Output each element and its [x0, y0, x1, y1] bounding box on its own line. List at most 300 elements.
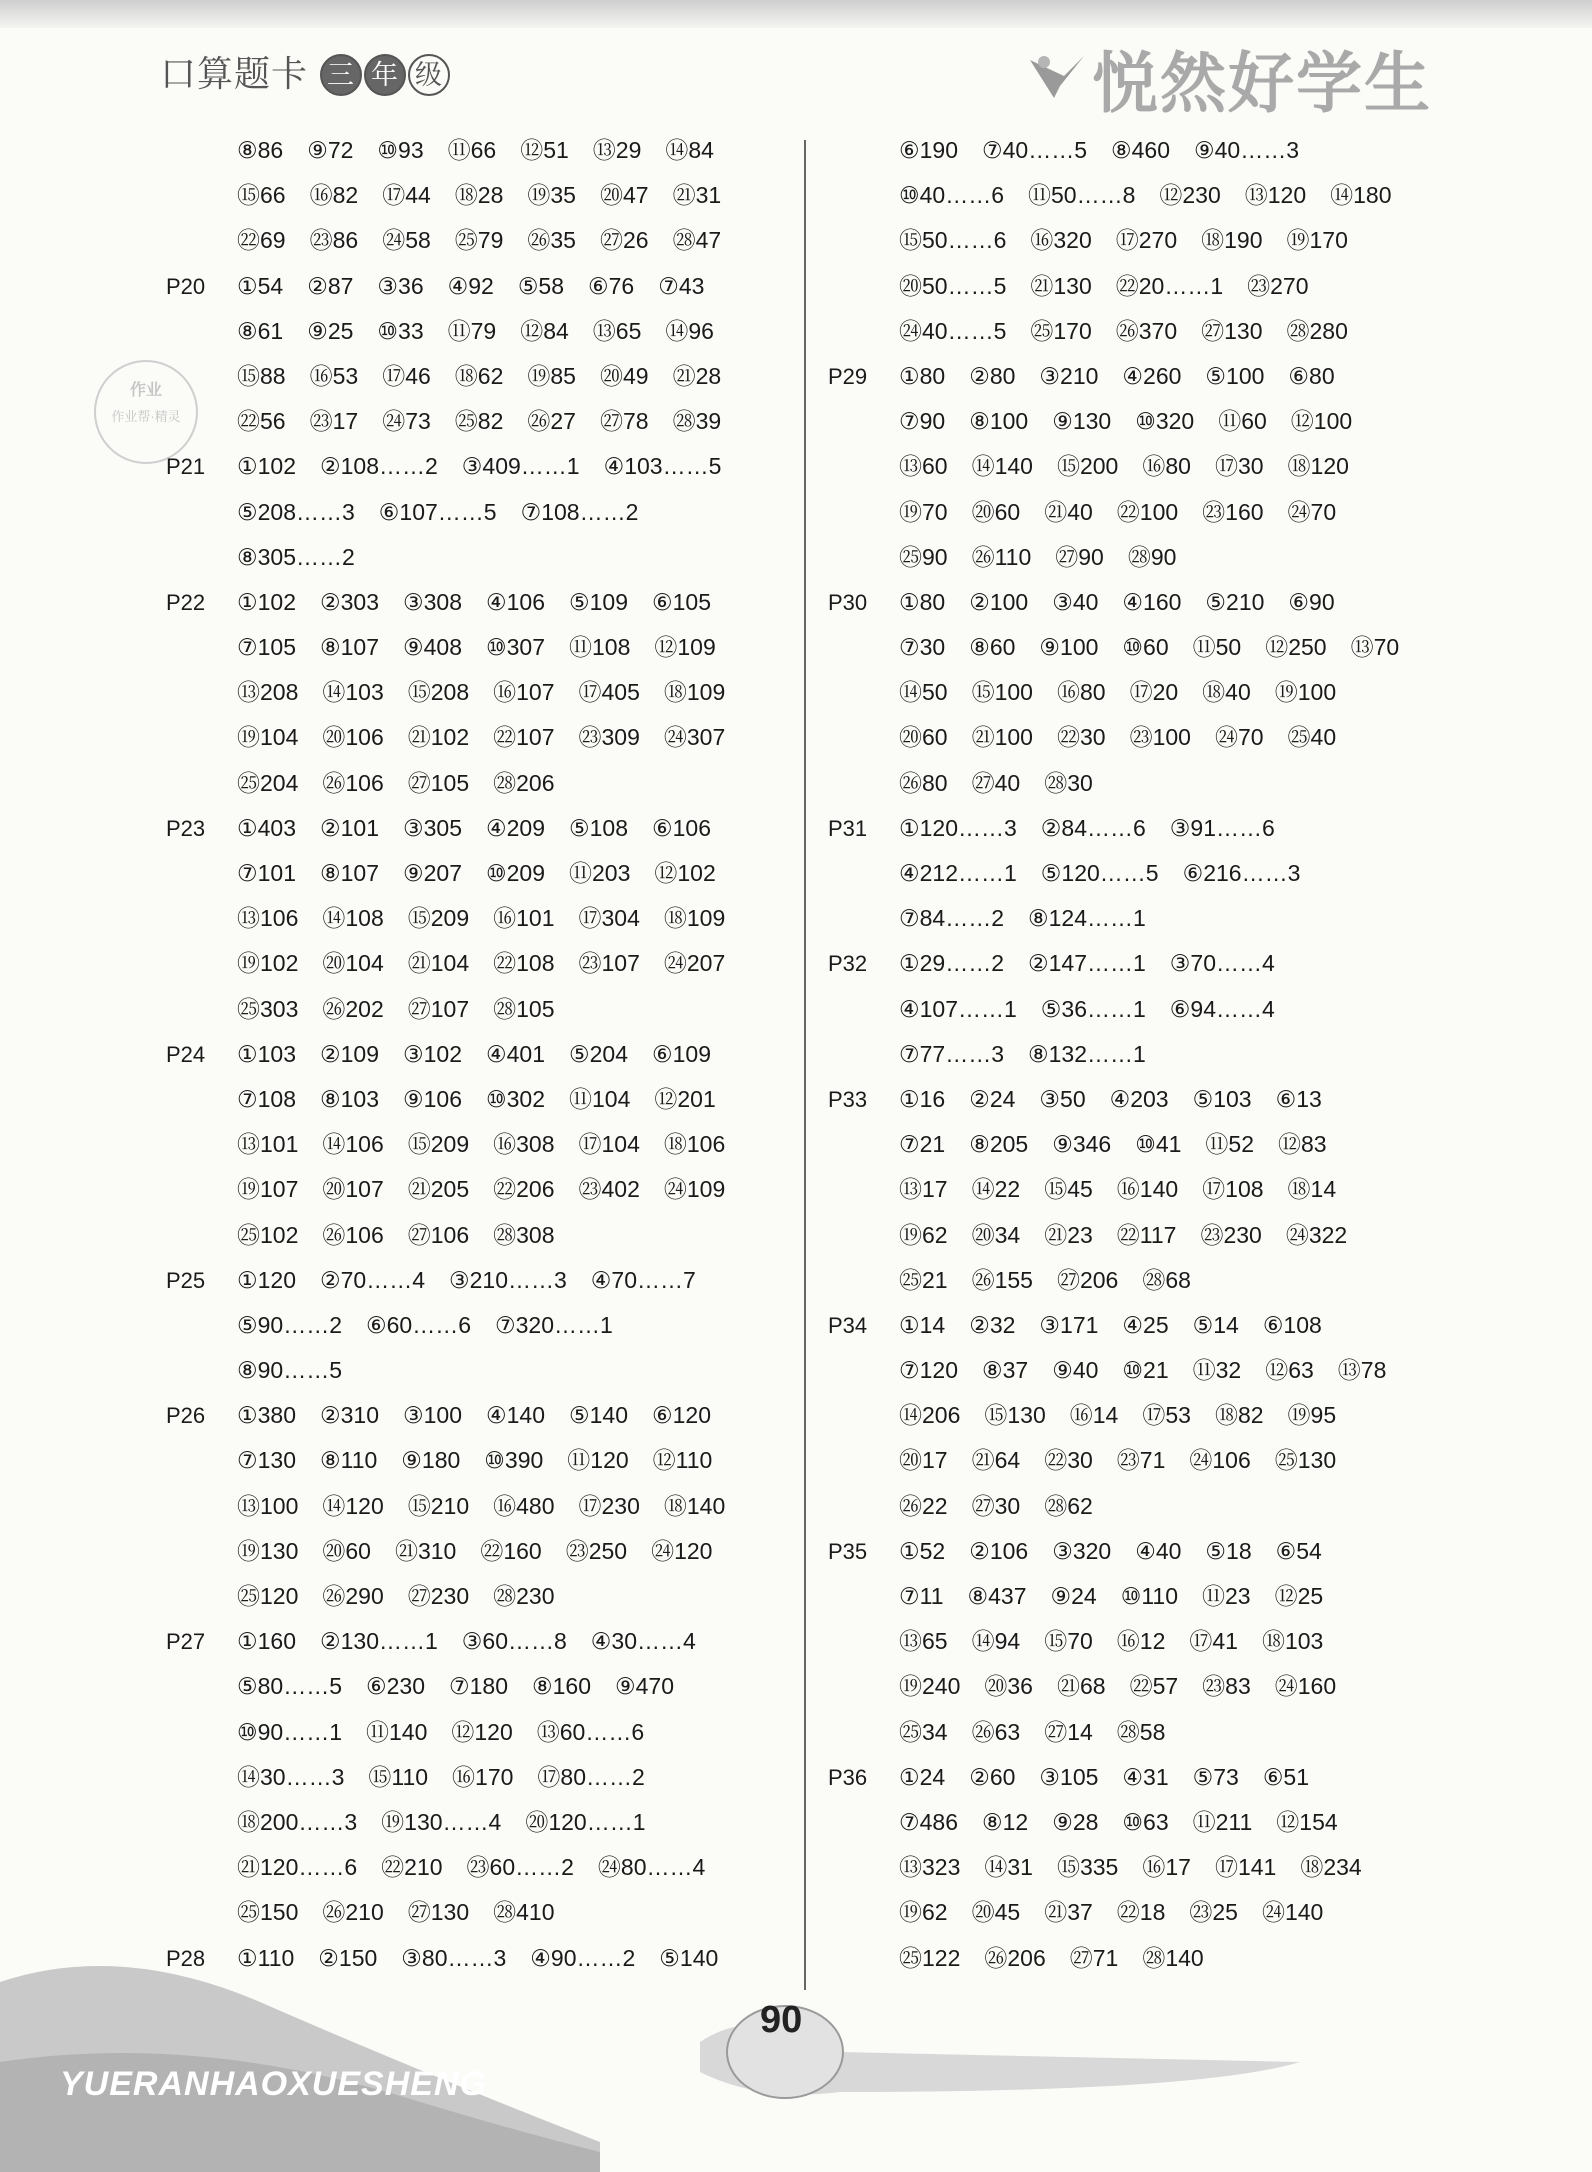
answer-items — [237, 987, 555, 1032]
answer-items — [899, 761, 1093, 806]
answer-item: ⑫25 — [1274, 1583, 1324, 1609]
answer-item: ⑱109 — [663, 679, 726, 706]
answer-item: ⑨346 — [1052, 1131, 1112, 1158]
answer-item: ⑬323 — [899, 1854, 961, 1881]
answer-item: ⑪60 — [1218, 408, 1267, 435]
answer-item: ⑬78 — [1337, 1357, 1387, 1384]
answer-item: ⑩307 — [486, 634, 545, 661]
answer-item: ⑯82 — [309, 182, 359, 209]
answer-item: ④103……5 — [603, 453, 722, 480]
answer-item: ㉒117 — [1116, 1221, 1177, 1248]
answer-item: ⑧160 — [532, 1673, 591, 1700]
answer-item: ⑤208……3 — [237, 498, 355, 525]
answer-items — [899, 1122, 1327, 1167]
answer-item: ⑪66 — [447, 137, 497, 163]
answer-item: ③105 — [1039, 1763, 1099, 1790]
answer-item: ⑨100 — [1039, 634, 1099, 661]
answer-item: ④70……7 — [590, 1266, 696, 1293]
answer-item: ③409……1 — [461, 453, 580, 480]
answer-item: ⑱14 — [1287, 1176, 1337, 1203]
answer-item: ㉖80 — [899, 769, 948, 796]
answer-item: ⑱106 — [663, 1131, 726, 1158]
answer-items — [237, 1032, 711, 1077]
answer-item: ⑫63 — [1265, 1357, 1314, 1384]
answer-item: ⑧132……1 — [1028, 1040, 1146, 1067]
answer-item: ㉔140 — [1261, 1899, 1324, 1926]
answer-item: ③60……8 — [461, 1628, 567, 1655]
answer-item: ⑬70 — [1350, 634, 1400, 661]
answer-item: ①160 — [237, 1628, 296, 1655]
answer-item: ⑫51 — [520, 137, 569, 163]
answer-item: ㉒30 — [1044, 1447, 1093, 1474]
answer-row — [822, 896, 1442, 941]
answer-items — [899, 1529, 1322, 1574]
answer-item: ⑦108 — [237, 1085, 296, 1112]
answer-item: ㉑28 — [672, 362, 722, 389]
answer-row — [160, 851, 800, 896]
answer-items — [237, 1619, 696, 1664]
answer-item: ⑱190 — [1201, 227, 1263, 254]
answer-item: ⑫109 — [654, 634, 716, 661]
answer-item: ⑫84 — [520, 317, 569, 344]
answer-item: ③40 — [1052, 588, 1099, 615]
answer-row — [822, 1122, 1442, 1167]
answer-items — [899, 1890, 1323, 1935]
answer-items — [899, 490, 1336, 535]
answer-item: ㉓71 — [1116, 1447, 1166, 1474]
answer-item: ⑯17 — [1142, 1854, 1191, 1881]
answer-item: ㉔160 — [1274, 1673, 1337, 1700]
answer-items — [899, 580, 1335, 625]
answer-item: ㉒160 — [480, 1537, 542, 1564]
answer-row — [160, 1258, 800, 1303]
answer-row — [822, 354, 1442, 399]
answer-item: ⑱120 — [1287, 453, 1349, 480]
answer-row — [160, 1574, 800, 1619]
answer-row — [822, 1664, 1442, 1709]
answer-item: ⑧100 — [969, 408, 1029, 435]
answer-item: ⑥94……4 — [1169, 995, 1275, 1022]
answer-item: ⑬101 — [237, 1131, 299, 1158]
answer-item: ㉓100 — [1129, 724, 1191, 751]
answer-item: ③210 — [1039, 362, 1099, 389]
page-label: P27 — [166, 1629, 206, 1655]
answer-item: ㉓230 — [1200, 1221, 1262, 1248]
answer-item: ⑳107 — [322, 1176, 384, 1203]
page-label: P30 — [828, 589, 868, 615]
answer-item: ⑦90 — [899, 408, 946, 435]
answer-row — [160, 1664, 800, 1709]
answer-item: ㉘105 — [493, 995, 555, 1022]
page-label: P34 — [828, 1312, 868, 1338]
answer-item: ⑩60 — [1122, 634, 1169, 661]
answer-row — [160, 1890, 800, 1935]
answer-item: ⑰80……2 — [537, 1763, 645, 1790]
answer-items — [899, 173, 1392, 218]
page-label: P31 — [828, 815, 868, 841]
answer-items — [899, 1845, 1362, 1890]
answer-row — [822, 1348, 1442, 1393]
answer-item: ⑯101 — [493, 905, 555, 932]
answer-items — [237, 1800, 646, 1845]
answer-row — [160, 128, 800, 173]
answer-items — [237, 309, 714, 354]
answer-item: ⑭206 — [899, 1402, 961, 1429]
answer-item: ⑥190 — [899, 137, 958, 163]
answer-item: ⑦11 — [899, 1583, 944, 1609]
header-title-block — [160, 46, 451, 97]
answer-item: ④92 — [447, 272, 494, 299]
answer-items — [899, 1213, 1347, 1258]
answer-row — [822, 670, 1442, 715]
answer-item: ⑨408 — [403, 634, 462, 661]
answer-item: ⑭96 — [665, 317, 714, 344]
answer-item: ㉘90 — [1127, 543, 1177, 570]
answer-items — [237, 806, 711, 851]
answer-items — [237, 625, 716, 670]
answer-item: ⑦77……3 — [899, 1040, 1004, 1067]
answer-item: ㉔70 — [1287, 498, 1337, 525]
answer-item: ⑲95 — [1287, 1402, 1337, 1429]
answer-row — [822, 535, 1442, 580]
answer-item: ㉕120 — [237, 1583, 299, 1609]
answer-row — [160, 1438, 800, 1483]
answer-item: ㉒108 — [493, 950, 555, 977]
answer-item: ④260 — [1122, 362, 1182, 389]
answer-items — [237, 1167, 725, 1212]
answer-item: ㉒210 — [381, 1854, 443, 1881]
answer-item: ⑤36……1 — [1040, 995, 1146, 1022]
answer-item: ⑰270 — [1115, 227, 1178, 254]
page-label: P33 — [828, 1086, 868, 1112]
answer-row — [160, 1303, 800, 1348]
answer-item: ⑬106 — [237, 905, 299, 932]
answer-item: ㉑31 — [672, 182, 722, 209]
answer-row — [160, 806, 800, 851]
answer-item: ㉘30 — [1044, 769, 1093, 796]
answer-item: ①110 — [237, 1944, 295, 1971]
answer-item: ⑲85 — [527, 362, 576, 389]
answer-item: ①14 — [899, 1311, 946, 1338]
answer-item: ㉘206 — [493, 769, 555, 796]
answer-items — [237, 444, 721, 489]
answer-item: ⑨130 — [1052, 408, 1112, 435]
answer-item: ⑯14 — [1069, 1402, 1119, 1429]
answer-item: ㉗26 — [599, 227, 649, 254]
answer-items — [237, 1213, 555, 1258]
answer-item: ⑮200 — [1056, 453, 1119, 480]
answer-item: ⑩90……1 — [237, 1718, 342, 1745]
answer-item: ④107……1 — [899, 995, 1017, 1022]
stamp-line-2: 作业帮·精灵 — [111, 409, 181, 424]
answer-item: ⑧90……5 — [237, 1357, 342, 1384]
answer-items — [237, 1258, 696, 1303]
answer-items — [899, 444, 1349, 489]
answer-item: ⑰46 — [382, 362, 431, 389]
answer-item: ⑳49 — [599, 362, 649, 389]
answer-item: ②130……1 — [320, 1628, 438, 1655]
answer-item: ⑳36 — [984, 1673, 1033, 1700]
answer-item: ㉗105 — [407, 769, 470, 796]
answer-item: ⑭22 — [971, 1176, 1021, 1203]
answer-item: ⑮50……6 — [899, 227, 1007, 254]
answer-row — [160, 535, 800, 580]
answer-items — [899, 399, 1352, 444]
page-label: P36 — [828, 1764, 868, 1790]
answer-item: ㉑64 — [971, 1447, 1021, 1474]
answer-item: ⑦320……1 — [495, 1311, 613, 1338]
answer-item: ⑰405 — [578, 679, 640, 706]
answer-item: ③91……6 — [1169, 814, 1275, 841]
answer-item: ⑰108 — [1202, 1176, 1264, 1203]
answer-item: ②100 — [969, 588, 1029, 615]
answer-item: ⑲62 — [899, 1899, 948, 1926]
answer-item: ㉘68 — [1142, 1266, 1191, 1293]
answer-item: ⑯170 — [452, 1763, 514, 1790]
answer-item: ①80 — [899, 362, 946, 389]
answer-row — [822, 1800, 1442, 1845]
answer-item: ②70……4 — [320, 1266, 425, 1293]
answer-item: ㉓160 — [1202, 498, 1264, 525]
answer-item: ⑤18 — [1205, 1537, 1252, 1564]
answer-item: ⑦30 — [899, 634, 946, 661]
answer-item: ⑥107……5 — [378, 498, 497, 525]
answer-item: ②109 — [320, 1040, 379, 1067]
answer-item: ⑥60……6 — [366, 1311, 471, 1338]
answer-item: ⑨28 — [1052, 1808, 1099, 1835]
answer-item: ③305 — [403, 814, 462, 841]
answer-item: ⑳34 — [971, 1221, 1021, 1248]
answer-item: ㉑40 — [1044, 498, 1093, 525]
answer-item: ⑮209 — [407, 1131, 470, 1158]
answer-items — [899, 1077, 1322, 1122]
answer-row — [822, 490, 1442, 535]
answer-item: ⑥76 — [588, 272, 635, 299]
answer-items — [899, 987, 1275, 1032]
answer-items — [237, 851, 716, 896]
answer-items — [899, 128, 1299, 173]
answer-item: ㉕122 — [899, 1944, 961, 1971]
answer-item: ⑤73 — [1192, 1763, 1239, 1790]
answer-item: ⑥216……3 — [1182, 860, 1301, 886]
answer-item: ㉓270 — [1247, 272, 1309, 299]
answer-row — [160, 399, 800, 444]
answer-items — [899, 264, 1309, 309]
answer-item: ㉔322 — [1285, 1221, 1348, 1248]
grade-badge-2: 年 — [364, 54, 406, 96]
answer-items — [899, 218, 1348, 263]
answer-item: ⑥54 — [1275, 1537, 1322, 1564]
answer-item: ㉒206 — [493, 1176, 555, 1203]
page-label: P35 — [828, 1538, 868, 1564]
answer-item: ㉗30 — [971, 1492, 1021, 1519]
answer-item: ⑫110 — [652, 1447, 713, 1474]
answer-item: ⑱140 — [663, 1492, 726, 1519]
answer-item: ⑪203 — [569, 860, 631, 886]
answer-item: ④160 — [1122, 588, 1182, 615]
answer-items — [899, 1348, 1386, 1393]
answer-items — [899, 1167, 1336, 1212]
answer-row — [822, 1213, 1442, 1258]
answer-item: ①103 — [237, 1040, 296, 1067]
answer-item: ⑪52 — [1205, 1131, 1254, 1158]
answer-row — [160, 1393, 800, 1438]
answer-row — [822, 399, 1442, 444]
answer-item: ㉒57 — [1129, 1673, 1179, 1700]
answer-item: ⑯308 — [493, 1131, 555, 1158]
answer-item: ⑳60 — [971, 498, 1021, 525]
answer-items — [237, 670, 725, 715]
answer-item: ㉔109 — [663, 1176, 726, 1203]
answer-row — [822, 580, 1442, 625]
answer-row — [160, 715, 800, 760]
answer-item: ㉕82 — [454, 408, 504, 435]
answer-item: ⑳60 — [322, 1537, 371, 1564]
answer-item: ⑧60 — [969, 634, 1016, 661]
answer-item: ㉘280 — [1286, 317, 1348, 344]
answer-row — [822, 128, 1442, 173]
answer-item: ⑭140 — [971, 453, 1033, 480]
answer-item: ㉖110 — [971, 543, 1032, 570]
answer-item: ⑥109 — [652, 1040, 711, 1067]
answer-item: ㉕79 — [454, 227, 504, 254]
answer-items — [237, 896, 725, 941]
brand-logo — [1024, 30, 1432, 125]
stamp-line-1: 作业 — [129, 382, 162, 399]
answer-item: ㉔40……5 — [899, 317, 1007, 344]
answer-items — [237, 490, 638, 535]
answer-item: ⑱28 — [454, 182, 504, 209]
answer-item: ④40 — [1135, 1537, 1182, 1564]
answer-item: ㉔120 — [651, 1537, 713, 1564]
answer-item: ⑲130 — [237, 1537, 299, 1564]
answer-item: ④401 — [486, 1040, 545, 1067]
answer-item: ⑥120 — [652, 1402, 711, 1429]
answer-row — [160, 354, 800, 399]
answer-row — [160, 264, 800, 309]
answer-item: ⑩320 — [1135, 408, 1195, 435]
answer-items — [237, 1529, 712, 1574]
answer-items — [237, 173, 721, 218]
answer-item: ㉖370 — [1115, 317, 1178, 344]
answer-items — [237, 1890, 555, 1935]
answer-item: ⑦101 — [237, 860, 296, 886]
answer-item: ①120 — [237, 1266, 296, 1293]
answer-row — [822, 761, 1442, 806]
answer-item: ②84……6 — [1040, 814, 1146, 841]
right-answer-column — [822, 128, 1442, 1981]
answer-item: ②87 — [307, 272, 354, 299]
answer-item: ⑩63 — [1122, 1808, 1169, 1835]
answer-items — [237, 399, 721, 444]
answer-items — [237, 354, 721, 399]
answer-item: ⑭106 — [322, 1131, 384, 1158]
answer-items — [237, 761, 555, 806]
answer-item: ⑭31 — [984, 1854, 1033, 1881]
answer-items — [899, 1574, 1323, 1619]
answer-item: ㉕170 — [1030, 317, 1092, 344]
answer-item: ⑦105 — [237, 634, 296, 661]
answer-item: ②60 — [969, 1763, 1016, 1790]
answer-item: ㉑310 — [394, 1537, 457, 1564]
answer-item: ㉓60……2 — [466, 1854, 574, 1881]
page-label: P32 — [828, 951, 868, 977]
answer-items — [237, 1303, 613, 1348]
answer-row — [160, 896, 800, 941]
answer-item: ⑩33 — [377, 317, 424, 344]
answer-row — [822, 1393, 1442, 1438]
answer-item: ⑰230 — [578, 1492, 640, 1519]
answer-items — [237, 1484, 725, 1529]
answer-item: ⑯80 — [1056, 679, 1106, 706]
answer-row — [822, 444, 1442, 489]
answer-item: ⑥105 — [652, 588, 711, 615]
answer-item: ㉖35 — [527, 227, 576, 254]
answer-item: ④203 — [1109, 1085, 1169, 1112]
answer-row — [160, 1032, 800, 1077]
answer-item: ⑰104 — [578, 1131, 640, 1158]
answer-item: ⑬17 — [899, 1176, 948, 1203]
answer-item: ⑧460 — [1111, 137, 1170, 163]
answer-item: ⑳104 — [322, 950, 384, 977]
answer-item: ⑮209 — [407, 905, 470, 932]
answer-item: ④140 — [486, 1402, 545, 1429]
answer-item: ⑫154 — [1276, 1808, 1338, 1835]
answer-item: ⑬29 — [592, 137, 642, 163]
answer-item: ⑫250 — [1265, 634, 1327, 661]
answer-item: ⑨470 — [615, 1673, 674, 1700]
answer-item: ⑬65 — [592, 317, 642, 344]
answer-item: ㉑68 — [1056, 1673, 1106, 1700]
answer-item: ⑤80……5 — [237, 1673, 342, 1700]
answer-row — [822, 1890, 1442, 1935]
answer-item: ㉘410 — [493, 1899, 555, 1926]
answer-item: ②106 — [969, 1537, 1029, 1564]
answer-item: ⑧110 — [320, 1447, 378, 1474]
answer-row — [160, 309, 800, 354]
answer-items — [237, 218, 721, 263]
answer-item: ㉓250 — [565, 1537, 628, 1564]
answer-item: ⑧103 — [320, 1085, 379, 1112]
answer-item: ⑰304 — [578, 905, 640, 932]
answer-items — [899, 1438, 1336, 1483]
answer-item: ⑨72 — [307, 137, 354, 163]
answer-row — [160, 218, 800, 263]
answer-item: ㉕303 — [237, 995, 299, 1022]
answer-item: ㉔207 — [663, 950, 726, 977]
answer-item: ⑳60 — [899, 724, 948, 751]
answer-row — [160, 1167, 800, 1212]
answer-item: ⑰44 — [382, 182, 431, 209]
answer-item: ㉑130 — [1030, 272, 1092, 299]
answer-item: ㉖106 — [322, 1221, 384, 1248]
answer-item: ㉑205 — [407, 1176, 470, 1203]
answer-item: ②108……2 — [320, 453, 438, 480]
answer-item: ㉖27 — [527, 408, 576, 435]
answer-items — [899, 1258, 1191, 1303]
answer-item: ⑩41 — [1135, 1131, 1182, 1158]
answer-row — [822, 1574, 1442, 1619]
answer-item: ⑱62 — [454, 362, 504, 389]
answer-items — [899, 1755, 1309, 1800]
answer-item: ⑦486 — [899, 1808, 958, 1835]
answer-items — [899, 1619, 1323, 1664]
answer-item: ㉖155 — [971, 1266, 1033, 1293]
answer-item: ㉖22 — [899, 1492, 948, 1519]
grade-badge-1: 三 — [320, 54, 362, 96]
answer-row — [160, 761, 800, 806]
answer-items — [237, 1122, 725, 1167]
